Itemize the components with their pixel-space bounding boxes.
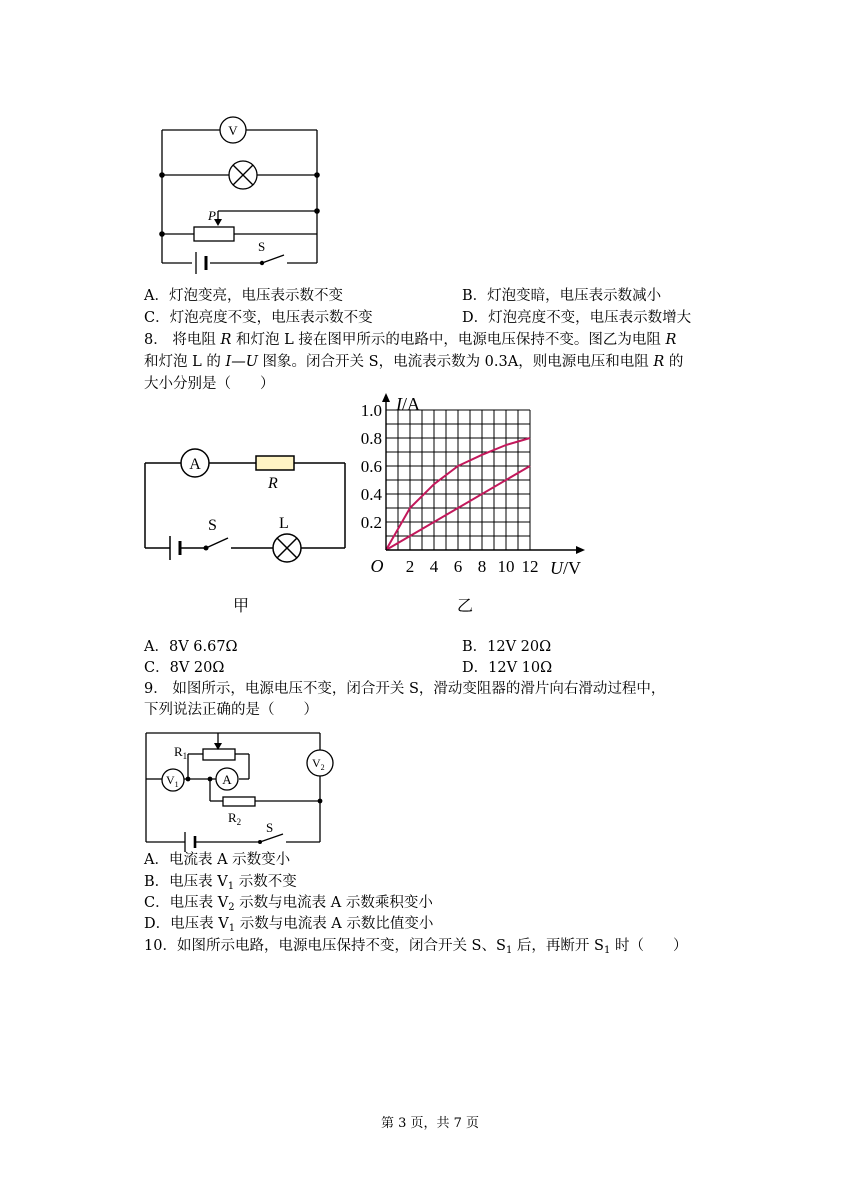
x-tick-label: 2 [405, 557, 415, 576]
q8-resistor-label: R [268, 475, 278, 492]
q9-circuit-diagram [140, 723, 340, 848]
q8-ammeter-label: A [189, 456, 201, 473]
q9-v2-label: $V_2$ [312, 756, 325, 772]
q7-switch-label: S [258, 239, 266, 254]
q9-ammeter-label: A [222, 772, 232, 787]
q9-r2-label: $R_2$ [228, 810, 242, 827]
q8-caption-jia: 甲 [233, 596, 250, 615]
q8-caption-yi: 乙 [457, 596, 474, 615]
q9-stem-line2: 下列说法正确的是（ ） [144, 702, 318, 718]
q8-lamp-label: L [279, 515, 289, 532]
x-tick-label: 6 [453, 557, 463, 576]
x-axis-arrow [576, 546, 585, 554]
page-footer: 第 3 页，共 7 页 [380, 1116, 480, 1131]
x-tick-label: 12 [521, 557, 539, 576]
q8-option-a[interactable]: A．8V 6.67Ω [144, 639, 238, 655]
chart-grid [386, 410, 530, 550]
q9-option-c[interactable]: C．电压表 $V_2$ 示数与电流表 A 示数乘积变小 [144, 895, 433, 913]
x-tick-label: 8 [477, 557, 487, 576]
chart-axes [382, 393, 585, 554]
q7-slider-label: P [208, 208, 216, 223]
q7-option-c[interactable]: C．灯泡亮度不变，电压表示数不变 [144, 310, 373, 326]
q8-stem-line2: 和灯泡 L 的 I—U 图象。闭合开关 S，电流表示数为 0.3A，则电源电压和电阻 R 的 [144, 354, 684, 370]
y-axis-label: I/A [396, 394, 420, 414]
q9-v1-label: $V_1$ [166, 773, 179, 789]
y-tick-label: 0.2 [360, 513, 382, 532]
q9-option-b[interactable]: B．电压表 $V_1$ 示数不变 [144, 874, 297, 892]
q9-switch-label: S [266, 820, 274, 835]
y-axis-arrow [382, 393, 390, 402]
origin-label: O [370, 556, 384, 576]
q7-circuit-diagram [150, 118, 330, 278]
q10-stem: 10．如图所示电路，电源电压保持不变，闭合开关 S、$S_1$ 后，再断开 $S_1$ 时（ ） [144, 938, 688, 956]
x-tick-label: 10 [497, 557, 515, 576]
q7-option-a[interactable]: A．灯泡变亮，电压表示数不变 [144, 288, 343, 304]
q9-option-a[interactable]: A．电流表 A 示数变小 [144, 852, 291, 868]
q9-stem-line1: 9． 如图所示，电源电压不变，闭合开关 S，滑动变阻器的滑片向右滑动过程中， [144, 681, 666, 697]
q9-r1-label: $R_1$ [174, 744, 188, 761]
q8-iu-chart [350, 390, 600, 595]
q8-option-c[interactable]: C．8V 20Ω [144, 660, 225, 676]
x-axis-label: U/V [550, 558, 581, 578]
y-tick-label: 0.4 [360, 485, 382, 504]
q7-option-b[interactable]: B．灯泡变暗，电压表示数减小 [462, 288, 662, 304]
q7-option-d[interactable]: D．灯泡亮度不变，电压表示数增大 [462, 310, 692, 326]
q9-option-d[interactable]: D．电压表 $V_1$ 示数与电流表 A 示数比值变小 [144, 916, 434, 934]
q8-stem-line1: 8． 将电阻 R 和灯泡 L 接在图甲所示的电路中，电源电压保持不变。图乙为电阻 R [144, 332, 677, 348]
q8-option-d[interactable]: D．12V 10Ω [462, 660, 553, 676]
y-tick-label: 1.0 [360, 401, 382, 420]
x-tick-label: 4 [429, 557, 439, 576]
q8-stem-line3: 大小分别是（ ） [144, 376, 275, 392]
y-tick-label: 0.8 [360, 429, 382, 448]
q8-circuit-diagram [140, 445, 350, 565]
q7-voltmeter-label: V [228, 123, 238, 138]
q8-option-b[interactable]: B．12V 20Ω [462, 639, 552, 655]
y-tick-label: 0.6 [360, 457, 382, 476]
q8-switch-label: S [208, 517, 217, 534]
